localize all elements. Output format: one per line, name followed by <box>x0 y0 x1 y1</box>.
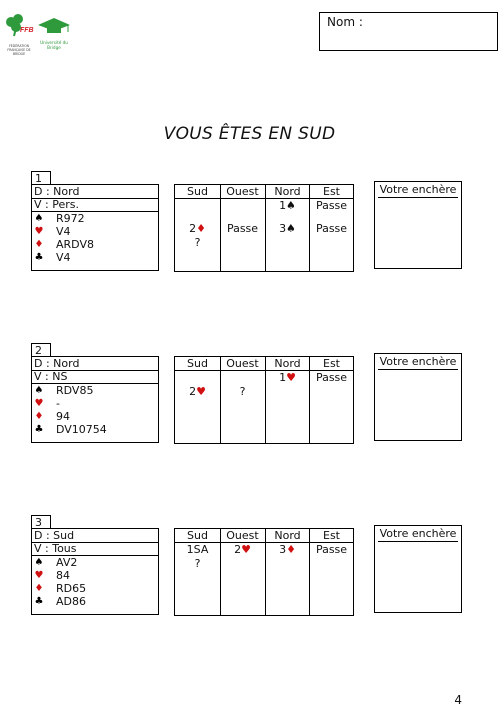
bid-cell: Passe <box>315 543 348 556</box>
deal-number: 1 <box>31 171 51 185</box>
deal-1 <box>31 171 499 281</box>
heart-icon: ♥ <box>241 543 251 556</box>
vulnerability-label: V : NS <box>34 370 68 383</box>
header-sud: Sud <box>187 357 208 370</box>
header-sud: Sud <box>187 185 208 198</box>
heart-icon: ♥ <box>286 371 296 384</box>
heart-icon: ♥ <box>34 570 44 581</box>
diamond-cards: RD65 <box>56 582 87 595</box>
header-nord: Nord <box>274 357 301 370</box>
header-est: Est <box>323 185 340 198</box>
answer-label: Votre enchère <box>379 527 457 540</box>
bid-cell: 2♦ <box>189 222 206 235</box>
diamond-icon: ♦ <box>286 543 296 556</box>
bid-nord: 1♠ <box>279 199 296 212</box>
bid-cell: Passe <box>315 371 348 384</box>
bid-cell <box>265 199 310 212</box>
club-cards: V4 <box>56 251 71 264</box>
answer-box[interactable] <box>374 181 462 269</box>
divider <box>32 211 158 212</box>
auction-table <box>174 356 354 444</box>
heart-cards: 84 <box>56 569 70 582</box>
spade-cards: R972 <box>56 212 85 225</box>
logos <box>4 14 72 56</box>
dealer-label: D : Nord <box>34 357 80 370</box>
header-nord: Nord <box>274 185 301 198</box>
diamond-icon: ♦ <box>196 222 206 235</box>
divider <box>32 383 158 384</box>
diamond-icon: ♦ <box>34 583 44 594</box>
club-icon: ♣ <box>34 424 44 435</box>
university-logo-text: Université du Bridge <box>40 40 68 50</box>
spade-cards: RDV85 <box>56 384 94 397</box>
header-nord: Nord <box>274 529 301 542</box>
spade-icon: ♠ <box>34 557 44 568</box>
answer-box[interactable] <box>374 353 462 441</box>
bid-cell: 3♦ <box>279 543 296 556</box>
name-field[interactable] <box>319 12 498 51</box>
club-cards: AD86 <box>56 595 86 608</box>
bid-cell: 2♥ <box>234 543 251 556</box>
university-logo <box>37 16 71 52</box>
deal-number: 2 <box>31 343 51 357</box>
bid-cell: ? <box>239 385 246 398</box>
diamond-icon: ♦ <box>34 239 44 250</box>
vulnerability-label: V : Tous <box>34 542 77 555</box>
page-number: 4 <box>454 693 462 707</box>
clover-icon <box>4 14 34 40</box>
club-icon: ♣ <box>34 252 44 263</box>
auction-table <box>174 528 354 616</box>
svg-text:FFB: FFB <box>20 27 34 34</box>
diamond-cards: 94 <box>56 410 70 423</box>
answer-underline <box>378 197 458 198</box>
answer-underline <box>378 541 458 542</box>
header-ouest: Ouest <box>226 529 259 542</box>
heart-cards: V4 <box>56 225 71 238</box>
ffb-logo-text: FÉDÉRATION FRANÇAISE DE BRIDGE <box>7 44 31 56</box>
bid-cell: 1♥ <box>279 371 296 384</box>
bid-cell: 2♥ <box>189 385 206 398</box>
page-title: VOUS ÊTES EN SUD <box>163 124 336 144</box>
hand-box <box>31 528 159 615</box>
dealer-label: D : Nord <box>34 185 80 198</box>
header-ouest: Ouest <box>226 357 259 370</box>
header-sud: Sud <box>187 529 208 542</box>
ffb-logo <box>4 14 34 56</box>
spade-icon: ♠ <box>34 213 44 224</box>
bid-cell: ? <box>194 236 201 249</box>
heart-icon: ♥ <box>196 385 206 398</box>
bid-cell: Passe <box>315 222 348 235</box>
vulnerability-label: V : Pers. <box>34 198 79 211</box>
bid-cell: ? <box>194 557 201 570</box>
answer-underline <box>378 369 458 370</box>
auction-table <box>174 184 354 272</box>
spade-icon: ♠ <box>34 385 44 396</box>
club-cards: DV10754 <box>56 423 107 436</box>
bid-cell: 1SA <box>186 543 209 556</box>
bid-cell: Passe <box>315 199 348 212</box>
heart-cards: - <box>56 397 60 410</box>
answer-label: Votre enchère <box>379 355 457 368</box>
header-est: Est <box>323 357 340 370</box>
hand-box <box>31 184 159 271</box>
answer-box[interactable] <box>374 525 462 613</box>
dealer-label: D : Sud <box>34 529 75 542</box>
club-icon: ♣ <box>34 596 44 607</box>
name-label: Nom : <box>327 15 363 29</box>
heart-icon: ♥ <box>34 226 44 237</box>
heart-icon: ♥ <box>34 398 44 409</box>
bid-cell: 3♠ <box>279 222 296 235</box>
deal-3 <box>31 515 499 625</box>
divider <box>32 555 158 556</box>
spade-cards: AV2 <box>56 556 78 569</box>
mortarboard-icon <box>37 16 71 36</box>
header-est: Est <box>323 529 340 542</box>
deal-2 <box>31 343 499 453</box>
answer-label: Votre enchère <box>379 183 457 196</box>
diamond-icon: ♦ <box>34 411 44 422</box>
hand-box <box>31 356 159 443</box>
deal-number: 3 <box>31 515 51 529</box>
bid-cell: Passe <box>226 222 259 235</box>
header-ouest: Ouest <box>226 185 259 198</box>
diamond-cards: ARDV8 <box>56 238 94 251</box>
